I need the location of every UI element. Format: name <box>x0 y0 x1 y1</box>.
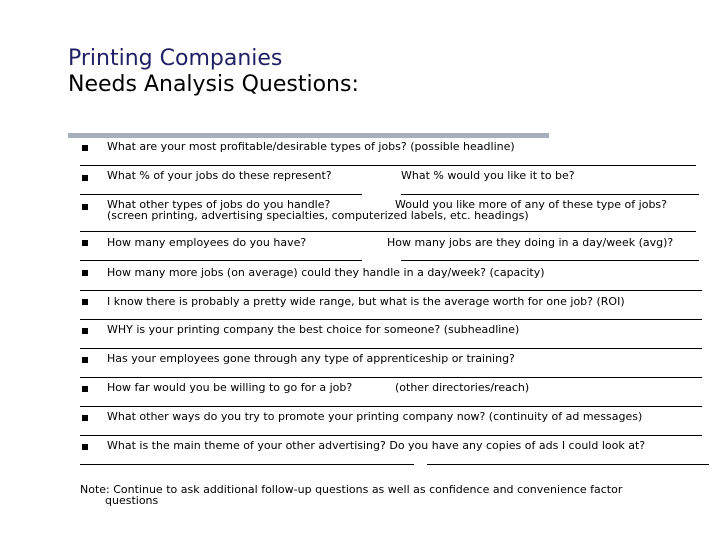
answer-line[interactable] <box>80 194 362 195</box>
question-2b: What % would you like it to be? <box>401 169 575 182</box>
question-7: WHY is your printing company the best choice for someone? (subheadline) <box>107 323 520 336</box>
question-3: What other types of jobs do you handle? <box>107 198 331 211</box>
answer-line[interactable] <box>427 464 709 465</box>
question-3b: Would you like more of any of these type of jobs? <box>395 198 667 211</box>
question-6: I know there is probably a pretty wide range, but what is the average worth for one job? (ROI) <box>107 295 625 308</box>
bullet-icon <box>82 386 88 392</box>
answer-line[interactable] <box>80 260 362 261</box>
bullet-icon <box>82 270 88 276</box>
answer-line[interactable] <box>80 290 702 291</box>
answer-line[interactable] <box>80 464 414 465</box>
bullet-icon <box>82 415 88 421</box>
answer-line[interactable] <box>401 194 699 195</box>
question-1: What are your most profitable/desirable types of jobs? (possible headline) <box>107 140 515 153</box>
question-5: How many more jobs (on average) could they handle in a day/week? (capacity) <box>107 266 545 279</box>
question-10: What other ways do you try to promote your printing company now? (continuity of ad messages) <box>107 410 643 423</box>
question-11: What is the main theme of your other advertising? Do you have any copies of ads I could look at? <box>107 439 646 452</box>
bullet-icon <box>82 145 88 151</box>
bullet-icon <box>82 175 88 181</box>
title-divider-bar <box>68 133 549 138</box>
bullet-icon <box>82 444 88 450</box>
answer-line[interactable] <box>80 231 696 232</box>
question-9b: (other directories/reach) <box>395 381 530 394</box>
answer-line[interactable] <box>80 348 702 349</box>
question-9: How far would you be willing to go for a job? <box>107 381 353 394</box>
answer-line[interactable] <box>401 260 699 261</box>
answer-line[interactable] <box>80 377 702 378</box>
bullet-icon <box>82 240 88 246</box>
answer-line[interactable] <box>80 435 702 436</box>
question-2: What % of your jobs do these represent? <box>107 169 332 182</box>
title-line-1: Printing Companies <box>68 46 283 71</box>
question-4b: How many jobs are they doing in a day/week (avg)? <box>387 236 674 249</box>
bullet-icon <box>82 328 88 334</box>
page-title <box>68 46 359 98</box>
answer-line[interactable] <box>80 406 702 407</box>
bullet-icon <box>82 299 88 305</box>
note-text-continued: questions <box>105 494 159 507</box>
note-text: Note: Continue to ask additional follow-up questions as well as confidence and convenience factor <box>80 483 623 496</box>
bullet-icon <box>82 204 88 210</box>
answer-line[interactable] <box>80 319 702 320</box>
question-4: How many employees do you have? <box>107 236 307 249</box>
question-3-subtext: (screen printing, advertising specialties, computerized labels, etc. headings) <box>107 209 529 222</box>
answer-line[interactable] <box>80 165 696 166</box>
bullet-icon <box>82 357 88 363</box>
title-line-2: Needs Analysis Questions: <box>68 72 359 97</box>
question-8: Has your employees gone through any type of apprenticeship or training? <box>107 352 515 365</box>
